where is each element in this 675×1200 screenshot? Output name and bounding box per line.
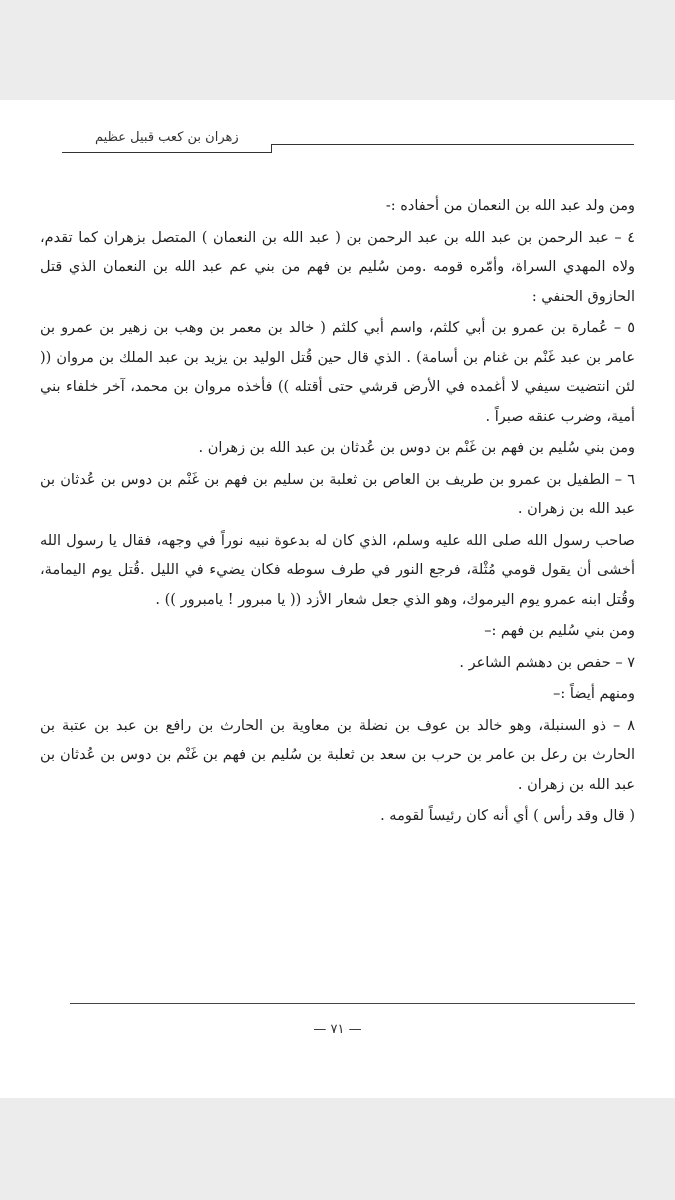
header-rule-left	[62, 152, 272, 153]
paragraph: ( قال وقد رأس ) أي أنه كان رئيساً لقومه .	[380, 808, 635, 824]
body-text	[40, 192, 635, 834]
paragraph: ٦ – الطفيل بن عمرو بن طريف بن العاص بن ثعلبة بن سليم بن فهم بن غَنْم بن دوس بن عُدثان بن عبد الله بن زهران .	[40, 471, 635, 517]
paragraph: ٧ – حفص بن دهشم الشاعر .	[459, 654, 635, 671]
page-number: — ٧١ —	[313, 1022, 362, 1037]
running-header-title: زهران بن كعب قبيل عظيم	[95, 130, 239, 145]
header-rule-right	[272, 144, 634, 145]
paragraph: صاحب رسول الله صلى الله عليه وسلم، الذي كان له بدعوة نبيه نوراً في وجهه، فقال يا رسول الله أخشى أن يقول قومي مُثْلة، فرجع النور في طرف سوطه فكان يضيء في الليل .قُتل يوم اليمامة، وقُتل ابنه عمرو يوم اليرموك، وهو الذي جعل شعار الأزد (( يا مبرور ! يامبرور )) .	[40, 532, 635, 608]
paragraph: ٤ – عبد الرحمن بن عبد الله بن عبد الرحمن بن ( عبد الله بن النعمان ) المتصل بزهران كما تقدم، ولاه المهدي السراة، وأمّره قومه .ومن سُليم بن فهم من بني عم عبد الله بن النعمان الذي قتل الحازوق الحنفي :	[40, 229, 635, 305]
paragraph: ومن ولد عبد الله بن النعمان من أحفاده :-	[385, 198, 635, 214]
header-rule-step	[271, 144, 272, 153]
document-page	[0, 100, 675, 1098]
paragraph: ومن بني سُليم بن فهم بن غَنْم بن دوس بن عُدثان بن عبد الله بن زهران .	[198, 440, 635, 456]
paragraph: ومن بني سُليم بن فهم :–	[484, 623, 635, 639]
paragraph: ومنهم أيضاً :–	[553, 686, 635, 702]
paragraph: ٨ – ذو السنبلة، وهو خالد بن عوف بن نضلة بن معاوية بن الحارث بن رافع بن عبد بن عتبة بن الحارث بن رعل بن عامر بن حرب بن سعد بن ثعلبة بن سُليم بن فهم بن غَنْم بن دوس بن عُدثان بن عبد الله بن زهران .	[40, 717, 635, 793]
paragraph: ٥ – عُمارة بن عمرو بن أبي كلثم، واسم أبي كلثم ( خالد بن معمر بن وهب بن زهير بن عمرو بن عامر بن عبد غَنْم بن غنام بن أسامة) . الذي قال حين قُتل الوليد بن يزيد بن عبد الملك بن مروان (( لئن انتضيت سيفي لا أغمده في الأرض قرشي حتى أقتله )) فأخذه مروان بن محمد، آخر خلفاء بني أمية، وضرب عنقه صبراً .	[40, 320, 635, 425]
footer-rule	[70, 1003, 635, 1004]
